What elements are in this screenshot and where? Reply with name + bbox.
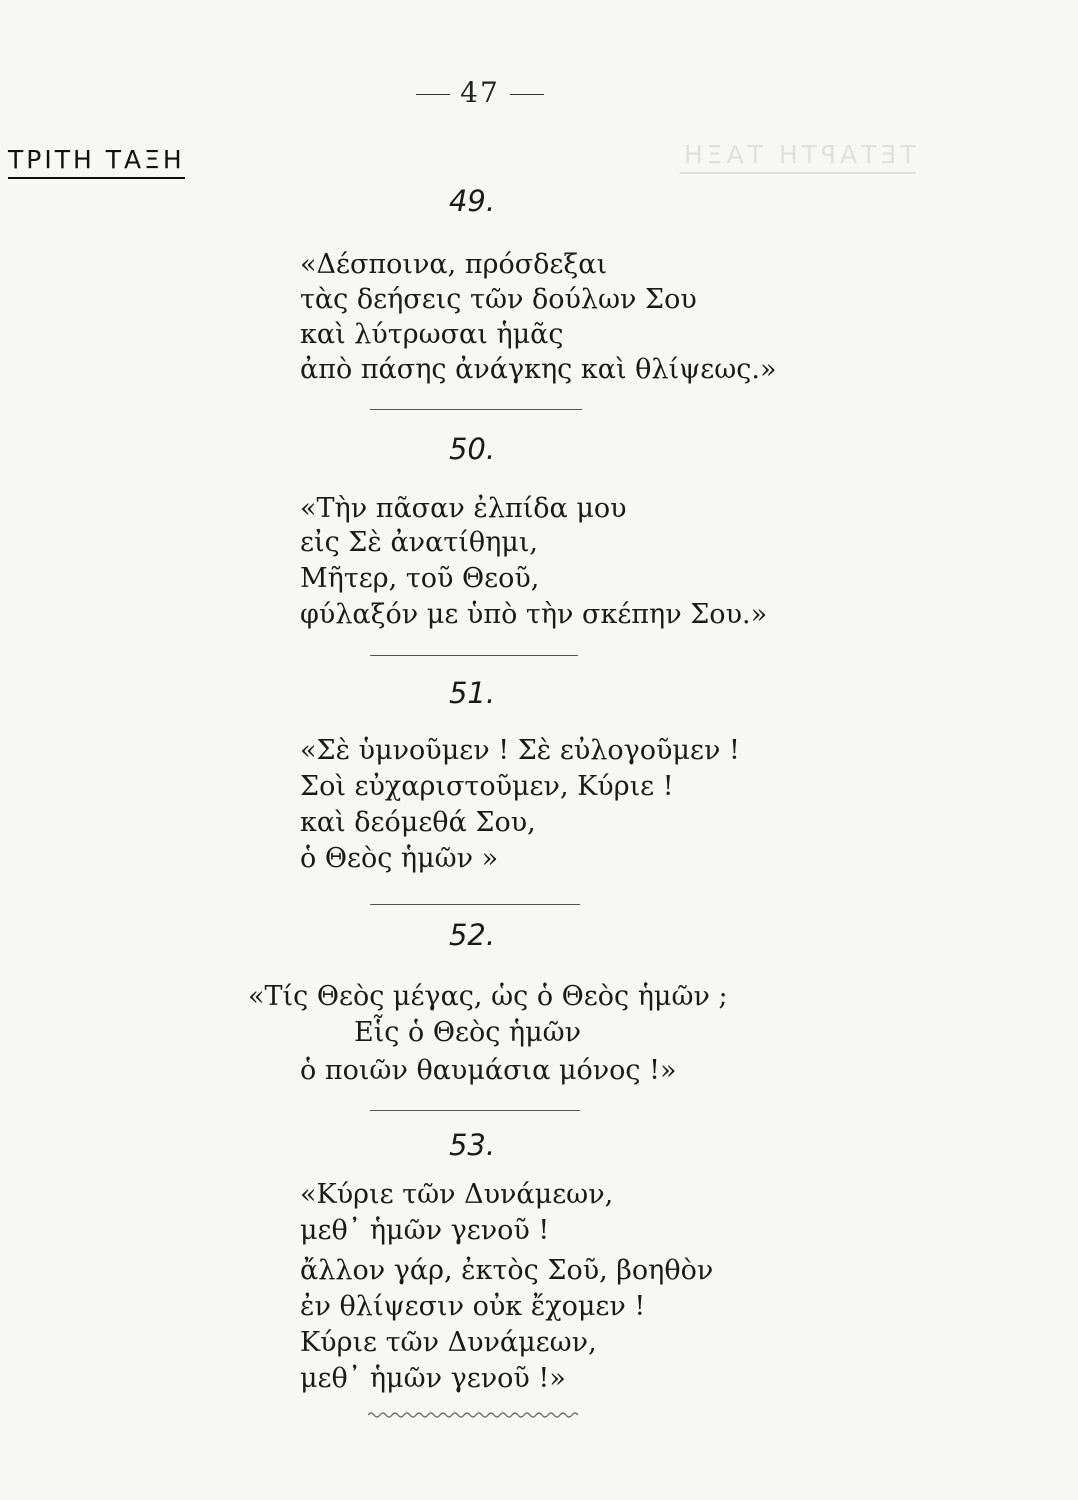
page-number bbox=[0, 76, 960, 109]
page-number-text: 47 bbox=[460, 76, 500, 109]
separator-line bbox=[370, 904, 580, 905]
verse-line: εἰς Σὲ ἀνατίθημι, bbox=[300, 527, 538, 558]
verse-line: ἀπὸ πάσης ἀνάγκης καὶ θλίψεως.» bbox=[300, 354, 777, 385]
verse-line: ὁ ποιῶν θαυμάσια μόνος !» bbox=[300, 1055, 677, 1086]
verse-line: Κύριε τῶν Δυνάμεων, bbox=[300, 1327, 597, 1358]
hymn-number: 51. bbox=[448, 676, 496, 710]
verse-line: ἐν θλίψεσιν οὐκ ἔχομεν ! bbox=[300, 1291, 646, 1322]
closing-wavy-rule bbox=[368, 1410, 580, 1420]
verse-line: Σοὶ εὐχαριστοῦμεν, Κύριε ! bbox=[300, 771, 674, 802]
verse-line: τὰς δεήσεις τῶν δούλων Σου bbox=[300, 284, 697, 315]
hymn-number: 52. bbox=[448, 918, 496, 952]
verse-line: ἄλλον γάρ, ἐκτὸς Σοῦ, βοηθὸν bbox=[300, 1255, 714, 1286]
verse-line: Μῆτερ, τοῦ Θεοῦ, bbox=[300, 563, 540, 594]
verse-line: «Σὲ ὑμνοῦμεν ! Σὲ εὐλογοῦμεν ! bbox=[300, 735, 740, 766]
verse-line: «Κύριε τῶν Δυνάμεων, bbox=[300, 1179, 614, 1210]
verse-line: μεθ᾽ ἡμῶν γενοῦ !» bbox=[300, 1363, 566, 1394]
verse-line: «Τίς Θεὸς μέγας, ὡς ὁ Θεὸς ἡμῶν ; bbox=[248, 981, 728, 1012]
separator-line bbox=[370, 655, 578, 656]
verse-line: καὶ λύτρωσαι ἡμᾶς bbox=[300, 319, 564, 350]
verse-line: μεθ᾽ ἡμῶν γενοῦ ! bbox=[300, 1215, 550, 1246]
hymn-number: 50. bbox=[448, 432, 496, 466]
section-heading: ΤΡΙΤΗ ΤΑΞΗ bbox=[8, 145, 185, 179]
separator-line bbox=[370, 1110, 580, 1111]
verse-line: φύλαξόν με ὑπὸ τὴν σκέπην Σου.» bbox=[300, 599, 768, 630]
verse-line: «Τὴν πᾶσαν ἐλπίδα μου bbox=[300, 493, 627, 524]
page-number-dash-left bbox=[416, 94, 450, 95]
hymn-number: 53. bbox=[448, 1128, 496, 1162]
separator-line bbox=[370, 409, 582, 410]
verse-line: «Δέσποινα, πρόσδεξαι bbox=[300, 249, 608, 280]
verse-line: καὶ δεόμεθά Σου, bbox=[300, 807, 536, 838]
hymn-number: 49. bbox=[448, 184, 496, 218]
verse-line: ὁ Θεὸς ἡμῶν » bbox=[300, 843, 499, 874]
page-number-dash-right bbox=[510, 94, 544, 95]
verse-line: Εἷς ὁ Θεὸς ἡμῶν bbox=[354, 1017, 582, 1048]
bleed-through-heading: ΤΕΤΑΡΤΗ ΤΑΞΗ bbox=[680, 140, 916, 174]
